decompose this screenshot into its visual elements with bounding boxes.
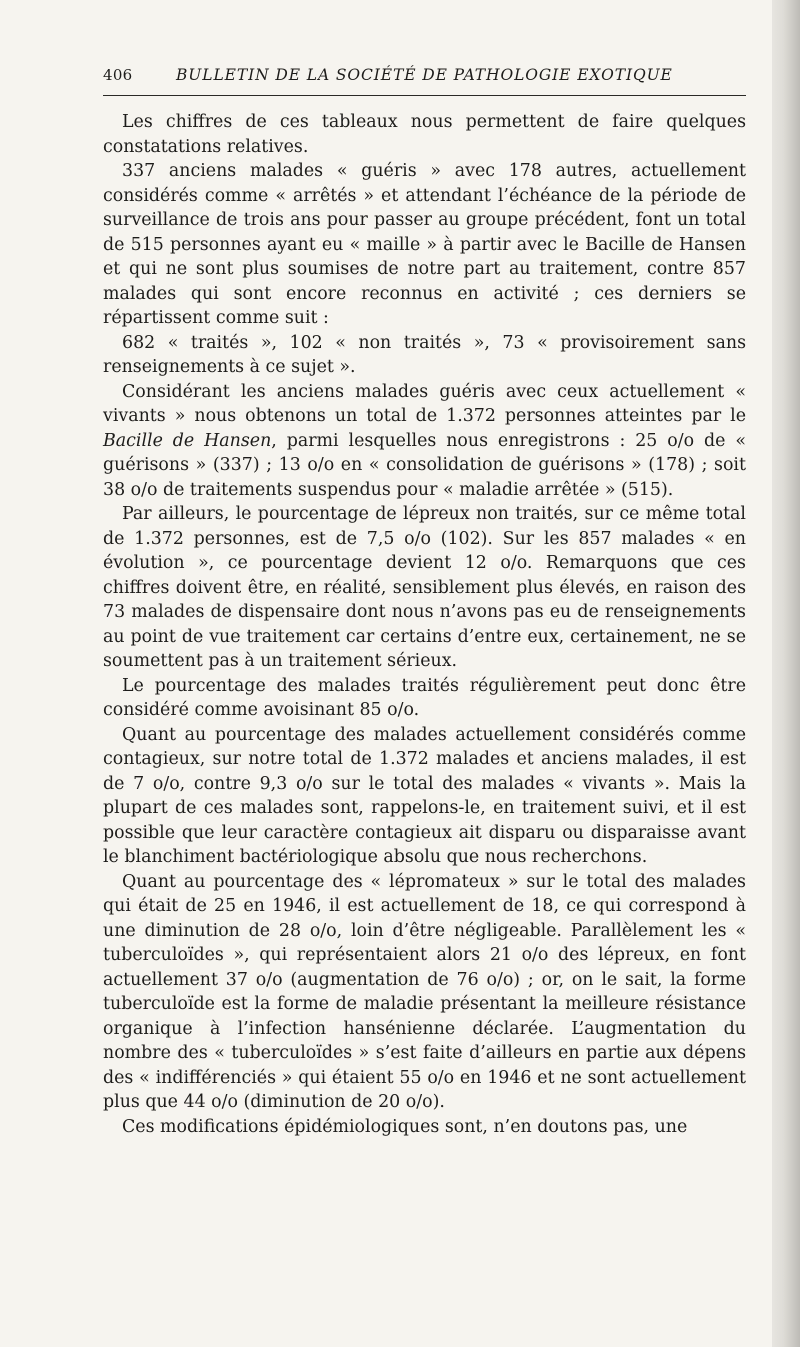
page-number: 406 [103, 66, 133, 84]
header-rule [103, 95, 746, 96]
paragraph-7: Quant au pourcentage des malades actuellement considérés comme contagieux, sur notre total de 1.372 malades et anciens malades, il est de 7 o/o, contre 9,3 o/o sur le total des malades « vivants ». Mais la plupart de ces malades sont, rappelons-le, en traitement suivi, et il est possible que leur caractère contagieux ait disparu ou disparaisse avant le blanchiment bactériologique absolu que nous recherchons. [103, 724, 746, 867]
paragraph-9: Ces modifications épidémiologiques sont, n’en doutons pas, une [122, 1116, 688, 1137]
running-header [103, 66, 746, 88]
paragraph-4-text-b: , parmi lesquelles nous enregistrons : 25 o/o de « guérisons » (337) ; 13 o/o en « consolidation de guérisons » (178) ; soit 38 o/o de traitements suspendus pour « maladie arrêtée » (515). [103, 430, 746, 500]
paragraph-4-italic: Bacille de Hansen [103, 430, 272, 451]
paragraph-2: 337 anciens malades « guéris » avec 178 autres, actuellement considérés comme « arrêtés » et attendant l’échéance de la période de surveillance de trois ans pour passer au groupe précédent, font un total de 515 personnes ayant eu « maille » à partir avec le Bacille de Hansen et qui ne sont plus soumises de notre part au traitement, contre 857 malades qui sont encore reconnus en activité ; ces derniers se répartissent comme suit : [103, 161, 746, 328]
paragraph-4 [103, 380, 746, 503]
running-title: BULLETIN DE LA SOCIÉTÉ DE PATHOLOGIE EXOTIQUE [176, 66, 673, 84]
paragraph-4-text-a: Considérant les anciens malades guéris avec ceux actuellement « vivants » nous obtenons un total de 1.372 personnes atteintes par le [103, 381, 746, 426]
page-edge-shadow [772, 0, 800, 1347]
paragraph-5: Par ailleurs, le pourcentage de lépreux non traités, sur ce même total de 1.372 personnes, est de 7,5 o/o (102). Sur les 857 malades « en évolution », ce pourcentage devient 12 o/o. Remarquons que ces chiffres doivent être, en réalité, sensiblement plus élevés, en raison des 73 malades de dispensaire dont nous n’avons pas eu de renseignements au point de vue traitement car certains d’entre eux, certainement, ne se soumettent pas à un traitement sérieux. [103, 504, 746, 671]
paragraph-3: 682 « traités », 102 « non traités », 73 « provisoirement sans renseignements à ce sujet ». [103, 332, 746, 377]
paragraph-8: Quant au pourcentage des « lépromateux » sur le total des malades qui était de 25 en 1946, il est actuellement de 18, ce qui correspond à une diminution de 28 o/o, loin d’être négligeable. Parallèlement les « tuberculoïdes », qui représentaient alors 21 o/o des lépreux, en font actuellement 37 o/o (augmentation de 76 o/o) ; or, on le sait, la forme tuberculoïde est la forme de maladie présentant la meilleure résistance organique à l’infection hansénienne déclarée. L’augmentation du nombre des « tuberculoïdes » s’est faite d’ailleurs en partie aux dépens des « indifférenciés » qui étaient 55 o/o en 1946 et ne sont actuellement plus que 44 o/o (diminution de 20 o/o). [103, 871, 746, 1112]
paragraph-1: Les chiffres de ces tableaux nous permettent de faire quelques constatations relatives. [103, 112, 746, 157]
paragraph-6: Le pourcentage des malades traités régulièrement peut donc être considéré comme avoisinant 85 o/o. [103, 675, 746, 720]
body-text [103, 110, 746, 1139]
